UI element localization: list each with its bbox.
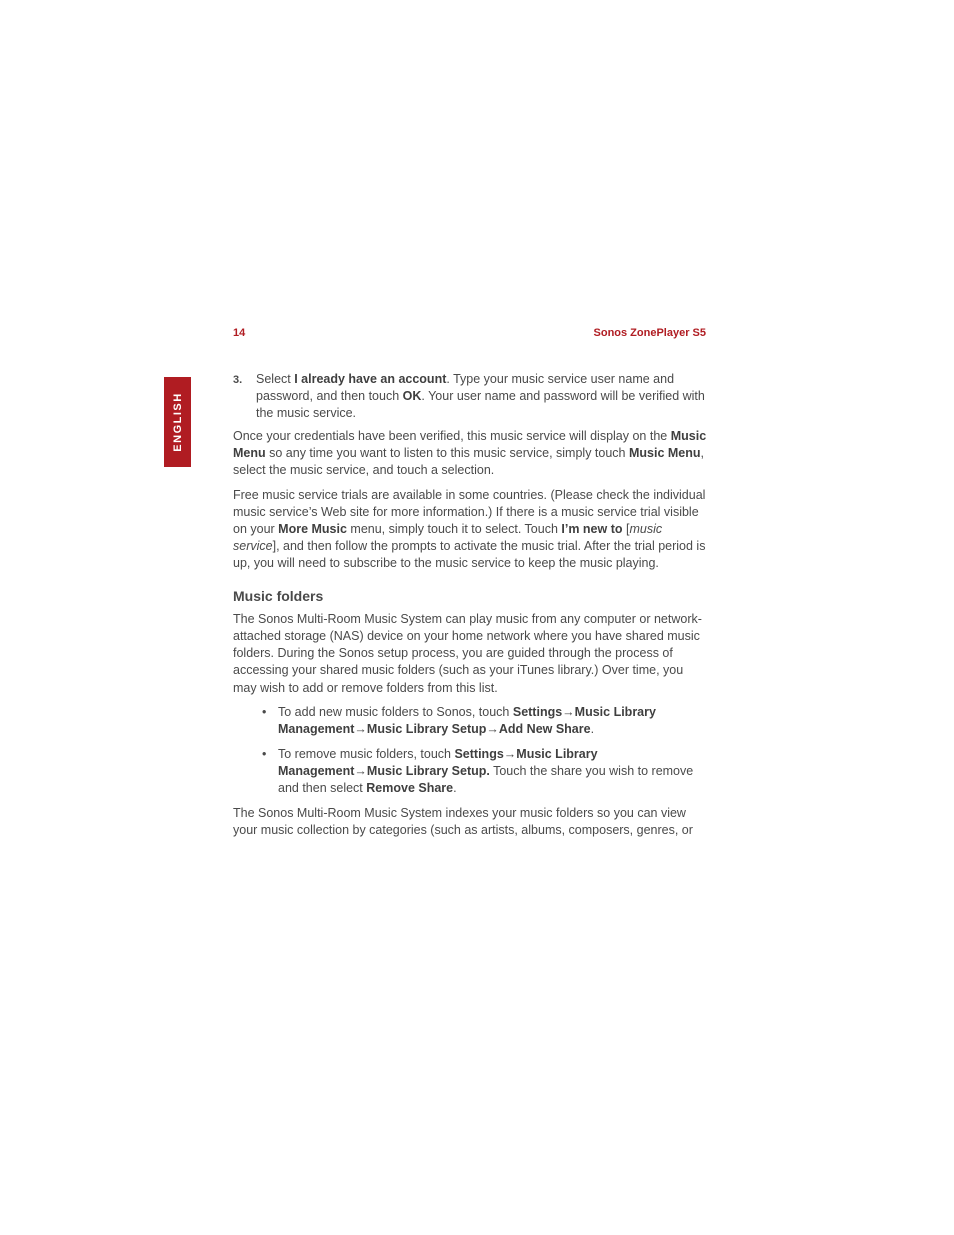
step-3-text-part: Select [256,372,295,386]
bullet-remove-folders [233,746,708,797]
bullet-text-part: . [590,721,595,736]
bullet-text-part: To remove music folders, touch [278,746,455,761]
paragraph-text-part: Free music service trials are available in some countries. (Please check the individual music service’s Web site for more information.) If there is a music service trial visible on your [233,487,706,536]
music-library-management-term: Music Library Management [278,704,656,736]
music-folders-intro: The Sonos Multi-Room Music System can play music from any computer or network-attached storage (NAS) device on your home network where you have shared music folders. During the Sonos setup process, you are guided through the process of accessing your shared music folders (such as your iTunes library.) Over time, you may wish to add or remove folders from this list. [233,612,702,695]
trials-paragraph [233,487,708,572]
step-number: 3. [233,374,243,386]
paragraph-text-part: so any time you want to listen to this music service, simply touch [265,446,629,461]
bullet-symbol: • [262,746,267,761]
step-3-text-part: . Your user name and password will be verified with the music service. [256,389,705,421]
remove-share-term: Remove Share [366,780,454,795]
music-menu-term: Music Menu [628,446,701,461]
credentials-paragraph [233,428,708,479]
music-library-setup-term: Music Library Setup [366,721,487,736]
music-service-placeholder: music service [233,521,663,553]
paragraph-text-part: Once your credentials have been verified, this music service will display on the [233,429,671,444]
arrow-icon: → [354,763,367,778]
music-menu-term: Music Menu [233,429,707,461]
paragraph-text-part: ], and then follow the prompts to activate the music trial. After the trial period is up, you will need to subscribe to the music service to keep the music playing. [233,538,706,570]
i-already-have-an-account-term: I already have an account [294,372,447,386]
arrow-icon: → [354,721,367,736]
page-content [233,371,708,839]
settings-term: Settings [512,704,563,719]
arrow-icon: → [503,746,517,761]
bullet-list [233,704,708,797]
bullet-text-part: To add new music folders to Sonos, touch [278,704,513,719]
paragraph-text-part: [ [622,521,630,536]
paragraph-text-part: menu, simply touch it to select. Touch [346,521,562,536]
running-header-title: Sonos ZonePlayer S5 [593,327,706,339]
bullet-symbol: • [262,704,267,719]
arrow-icon: → [562,704,575,719]
bullet-text-part: . [453,780,457,795]
more-music-term: More Music [278,521,347,536]
page-number: 14 [233,327,246,339]
add-new-share-term: Add New Share [498,721,591,736]
bullet-add-folders [233,704,708,738]
music-library-management-term: Music Library Management [278,746,598,778]
arrow-icon: → [486,721,499,736]
step-3-text [256,371,708,422]
indexing-paragraph: The Sonos Multi-Room Music System indexes your music folders so you can view your music collection by categories (such as artists, albums, composers, genres, or [233,806,693,838]
step-3-text-part: . Type your music service user name and password, and then touch [256,372,675,404]
settings-term: Settings [454,746,504,761]
im-new-to-term: I’m new to [561,521,623,536]
section-heading-music-folders: Music folders [233,588,324,605]
music-library-setup-term: Music Library Setup. [366,763,490,778]
bullet-text-part: Touch the share you wish to remove and then select [278,763,694,795]
paragraph-text-part: , select the music service, and touch a selection. [233,446,705,478]
language-tab-label: ENGLISH [171,392,184,452]
step-3 [233,371,708,422]
language-tab [164,377,191,467]
ok-term: OK [402,389,422,404]
